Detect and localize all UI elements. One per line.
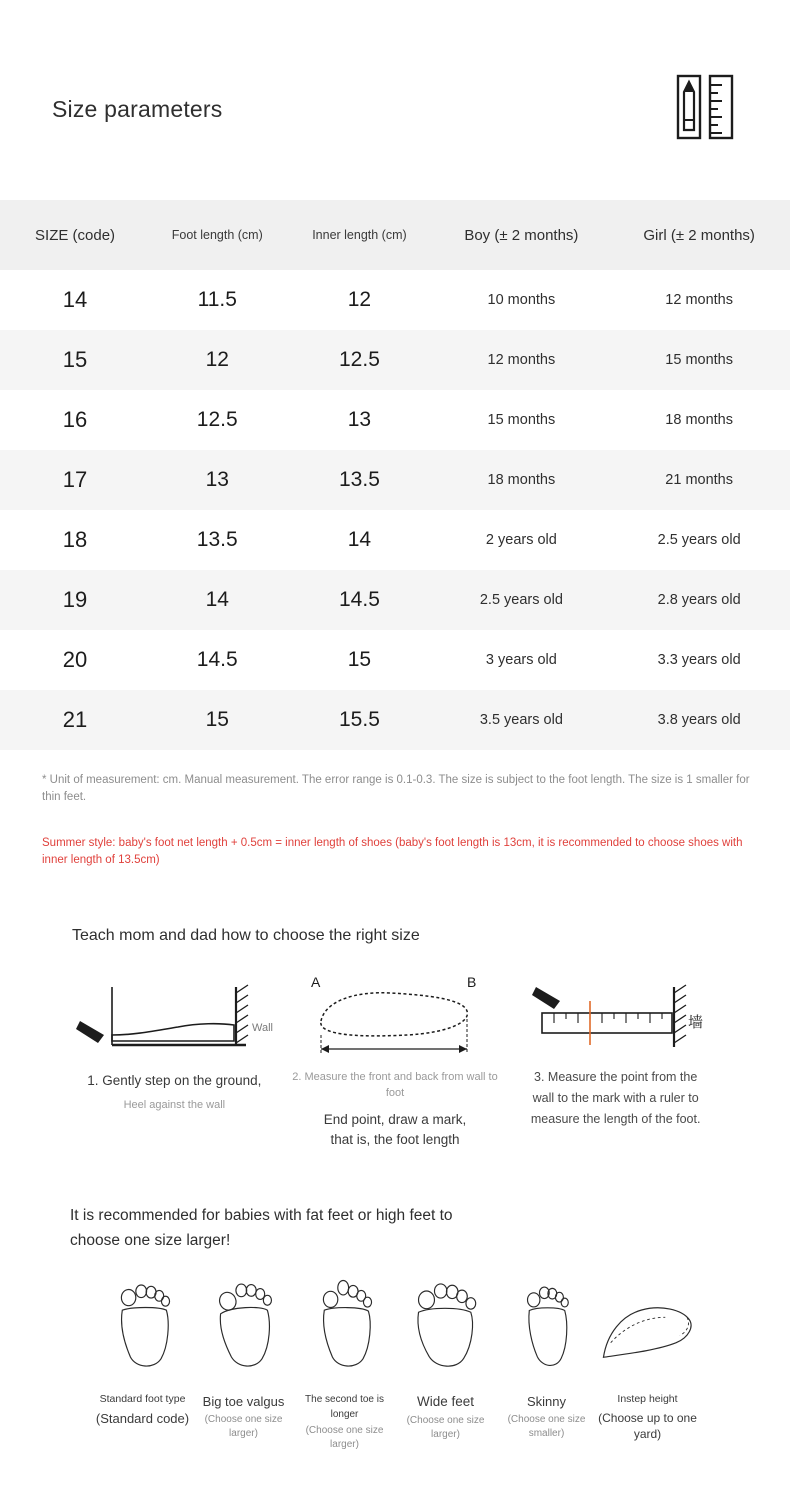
standard-foot-icon	[92, 1270, 193, 1382]
cell-size: 15	[62, 347, 88, 372]
cell-girl-age: 3.8 years old	[657, 712, 741, 728]
step-caption-main: 2. Measure the front and back from wall to foot	[292, 1070, 498, 1100]
steps-title: Teach mom and dad how to choose the right size	[72, 926, 420, 944]
summer-style-note: Summer style: baby's foot net length + 0.5cm = inner length of shoes (baby's foot length is 13cm, it is recommended to choose shoes with inner length of 13.5cm)	[42, 837, 743, 867]
skinny-foot-icon	[496, 1270, 597, 1382]
notes-block	[0, 750, 790, 869]
cell-size: 20	[62, 647, 88, 672]
cell-foot-length: 14	[205, 588, 229, 611]
cell-size: 18	[62, 527, 88, 552]
foot-type-label: Big toe valgus	[202, 1393, 285, 1409]
foot-types-title: It is recommended for babies with fat feet or high feet to choose one size larger!	[70, 1207, 453, 1249]
cell-inner-length: 13.5	[339, 468, 380, 491]
cell-girl-age: 2.8 years old	[657, 592, 741, 608]
cell-boy-age: 3.5 years old	[479, 712, 563, 728]
foot-type-label: Standard foot type	[99, 1392, 186, 1405]
long-second-toe-icon	[294, 1270, 395, 1382]
measurement-note: * Unit of measurement: cm. Manual measurement. The error range is 0.1-0.3. The size is subject to the foot length. The size is 1 smaller for thin feet.	[42, 774, 750, 803]
ruler-to-wall-icon	[505, 973, 726, 1063]
cell-inner-length: 14	[347, 528, 372, 551]
step-item	[64, 973, 285, 1151]
steps-row	[40, 973, 750, 1151]
cell-girl-age: 21 months	[665, 472, 733, 488]
cell-inner-length: 15	[347, 648, 372, 671]
cell-size: 17	[62, 467, 88, 492]
foot-type-item	[496, 1270, 597, 1452]
foot-outline-measure-icon	[285, 973, 506, 1063]
ruler-pencil-icon	[670, 72, 738, 142]
wall-label-cn: 墙	[687, 1013, 703, 1031]
table-row	[0, 630, 790, 690]
cell-boy-age: 18 months	[487, 472, 556, 488]
cell-inner-length: 13	[347, 408, 372, 431]
table-row	[0, 510, 790, 570]
foot-type-item	[193, 1270, 294, 1452]
table-header-row	[0, 200, 790, 270]
foot-type-item	[597, 1270, 698, 1452]
foot-type-label: Skinny	[526, 1393, 567, 1409]
cell-foot-length: 14.5	[196, 648, 238, 671]
cell-inner-length: 14.5	[339, 588, 380, 611]
cell-girl-age: 18 months	[665, 412, 733, 428]
foot-type-sub: (Choose up to one yard)	[598, 1410, 697, 1442]
cell-inner-length: 15.5	[339, 708, 380, 731]
cell-foot-length: 15	[205, 708, 229, 731]
cell-size: 21	[62, 707, 88, 732]
table-row	[0, 450, 790, 510]
wide-foot-icon	[395, 1270, 496, 1382]
table-row	[0, 270, 790, 330]
cell-size: 16	[62, 407, 88, 432]
foot-type-item	[294, 1270, 395, 1452]
column-header-foot-length: Foot length (cm)	[171, 228, 263, 242]
size-table	[0, 200, 790, 750]
table-row	[0, 330, 790, 390]
cell-foot-length: 12	[205, 348, 229, 371]
cell-girl-age: 15 months	[665, 352, 733, 368]
cell-girl-age: 3.3 years old	[657, 652, 741, 668]
cell-boy-age: 2.5 years old	[479, 592, 563, 608]
cell-size: 14	[62, 287, 88, 312]
table-row	[0, 690, 790, 750]
cell-foot-length: 11.5	[197, 288, 237, 311]
foot-type-sub: (Choose one size larger)	[406, 1415, 485, 1441]
step-caption-main: 1. Gently step on the ground,	[87, 1072, 262, 1088]
wall-label-en: Wall	[252, 1021, 274, 1034]
page-header	[0, 0, 790, 200]
step-caption-sub: Heel against the wall	[123, 1098, 226, 1111]
foot-type-label: The second toe is longer	[305, 1393, 384, 1420]
column-header-size: SIZE (code)	[35, 226, 116, 244]
step-caption-extra: End point, draw a mark, that is, the foot length	[323, 1111, 467, 1147]
step-caption-main: 3. Measure the point from the wall to the mark with a ruler to measure the length of the foot.	[530, 1069, 701, 1127]
step-item	[285, 973, 506, 1151]
instep-height-icon	[597, 1270, 698, 1382]
column-header-inner-length: Inner length (cm)	[312, 228, 407, 242]
cell-girl-age: 12 months	[665, 292, 733, 308]
cell-boy-age: 2 years old	[485, 532, 557, 548]
foot-type-sub: (Standard code)	[95, 1410, 190, 1426]
foot-type-label: Wide feet	[416, 1393, 475, 1409]
foot-type-label: Instep height	[617, 1392, 678, 1405]
cell-inner-length: 12.5	[339, 348, 380, 371]
foot-type-sub: (Choose one size larger)	[204, 1414, 283, 1440]
cell-size: 19	[62, 587, 88, 612]
cell-boy-age: 12 months	[487, 352, 556, 368]
cell-boy-age: 15 months	[487, 412, 556, 428]
cell-boy-age: 3 years old	[485, 652, 557, 668]
foot-types-row	[40, 1270, 750, 1452]
cell-foot-length: 13.5	[196, 528, 238, 551]
foot-type-item	[92, 1270, 193, 1452]
step-item	[505, 973, 726, 1151]
table-row	[0, 390, 790, 450]
foot-type-sub: (Choose one size larger)	[305, 1424, 384, 1450]
page-title: Size parameters	[52, 96, 223, 122]
measure-steps-section	[0, 927, 790, 1151]
column-header-boy: Boy (± 2 months)	[464, 226, 579, 244]
point-b-label: B	[467, 973, 477, 990]
cell-girl-age: 2.5 years old	[657, 532, 741, 548]
cell-boy-age: 10 months	[487, 292, 556, 308]
cell-inner-length: 12	[347, 288, 372, 311]
foot-type-item	[395, 1270, 496, 1452]
cell-foot-length: 12.5	[196, 408, 238, 431]
column-header-girl: Girl (± 2 months)	[643, 226, 755, 244]
foot-types-section	[0, 1204, 790, 1452]
foot-type-sub: (Choose one size smaller)	[507, 1414, 586, 1440]
cell-foot-length: 13	[205, 468, 229, 491]
foot-against-wall-icon	[64, 973, 285, 1063]
table-row	[0, 570, 790, 630]
point-a-label: A	[311, 973, 321, 990]
bunion-foot-icon	[193, 1270, 294, 1382]
